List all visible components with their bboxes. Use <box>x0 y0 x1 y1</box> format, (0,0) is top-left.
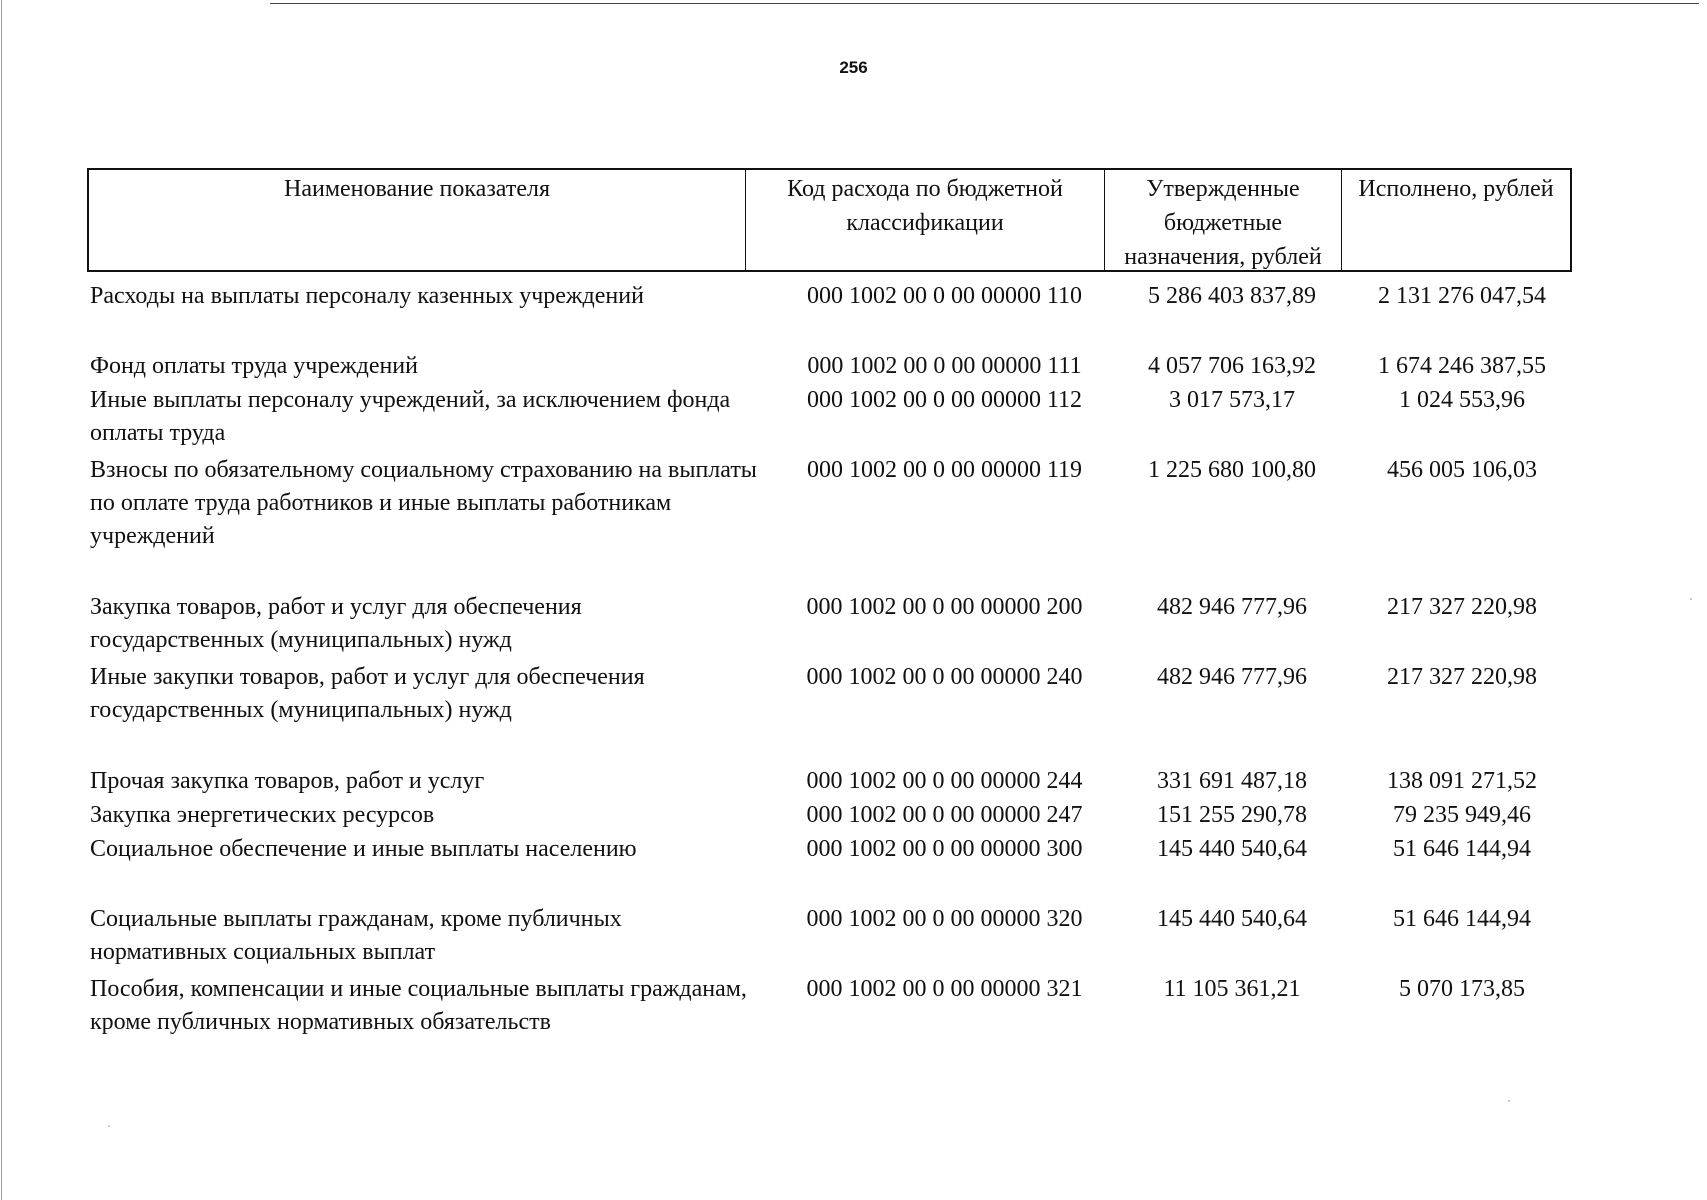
row-approved: 5 286 403 837,89 <box>1148 283 1316 309</box>
row-done: 1 674 246 387,55 <box>1378 353 1546 379</box>
row-approved: 482 946 777,96 <box>1157 664 1307 690</box>
scan-edge-line <box>1 0 2 1200</box>
row-code: 000 1002 00 0 00 00000 321 <box>806 976 1083 1002</box>
row-name: Иные выплаты персоналу учреждений, за исключением фонда оплаты труда <box>90 387 731 446</box>
row-approved: 11 105 361,21 <box>1163 976 1301 1002</box>
scan-speck <box>1690 598 1692 600</box>
page-number: 256 <box>839 58 868 77</box>
row-done: 2 131 276 047,54 <box>1378 283 1546 309</box>
row-code: 000 1002 00 0 00 00000 112 <box>806 387 1083 413</box>
row-done: 51 646 144,94 <box>1393 906 1531 932</box>
scan-speck <box>1508 1100 1510 1102</box>
row-approved: 331 691 487,18 <box>1157 768 1307 794</box>
row-name: Иные закупки товаров, работ и услуг для обеспечения государственных (муниципальных) нужд <box>90 664 645 723</box>
row-name: Социальное обеспечение и иные выплаты населению <box>90 836 637 862</box>
row-name: Пособия, компенсации и иные социальные выплаты гражданам, кроме публичных нормативных обязательств <box>90 976 747 1035</box>
row-done: 79 235 949,46 <box>1393 802 1531 828</box>
header-approved: Утвержденные бюджетные назначения, рублей <box>1104 170 1341 270</box>
row-code: 000 1002 00 0 00 00000 119 <box>806 457 1083 483</box>
row-approved: 482 946 777,96 <box>1157 594 1307 620</box>
row-code: 000 1002 00 0 00 00000 320 <box>806 906 1083 932</box>
row-name: Взносы по обязательному социальному страхованию на выплаты по оплате труда работников и иные выплаты работникам учреждений <box>90 457 757 549</box>
row-name: Закупка товаров, работ и услуг для обеспечения государственных (муниципальных) нужд <box>90 594 582 653</box>
scan-speck <box>108 1125 110 1127</box>
row-name: Фонд оплаты труда учреждений <box>90 353 418 379</box>
row-done: 217 327 220,98 <box>1387 664 1537 690</box>
row-code: 000 1002 00 0 00 00000 200 <box>806 594 1083 620</box>
row-approved: 4 057 706 163,92 <box>1148 353 1316 379</box>
row-done: 217 327 220,98 <box>1387 594 1537 620</box>
row-done: 456 005 106,03 <box>1387 457 1537 483</box>
row-done: 5 070 173,85 <box>1399 976 1525 1002</box>
row-approved: 145 440 540,64 <box>1157 836 1307 862</box>
row-code: 000 1002 00 0 00 00000 111 <box>807 353 1082 379</box>
row-name: Социальные выплаты гражданам, кроме публичных нормативных социальных выплат <box>90 906 622 965</box>
row-approved: 151 255 290,78 <box>1157 802 1307 828</box>
row-code: 000 1002 00 0 00 00000 247 <box>806 802 1083 828</box>
row-name: Расходы на выплаты персоналу казенных учреждений <box>90 283 644 309</box>
row-code: 000 1002 00 0 00 00000 244 <box>806 768 1083 794</box>
row-code: 000 1002 00 0 00 00000 240 <box>806 664 1083 690</box>
header-name: Наименование показателя <box>284 176 550 202</box>
row-approved: 1 225 680 100,80 <box>1148 457 1316 483</box>
row-code: 000 1002 00 0 00 00000 300 <box>806 836 1083 862</box>
table-header <box>87 168 1572 272</box>
row-done: 51 646 144,94 <box>1393 836 1531 862</box>
row-approved: 3 017 573,17 <box>1169 387 1295 413</box>
row-code: 000 1002 00 0 00 00000 110 <box>806 283 1083 309</box>
row-approved: 145 440 540,64 <box>1157 906 1307 932</box>
row-name: Закупка энергетических ресурсов <box>90 802 435 828</box>
budget-table <box>87 168 1572 1035</box>
page-top-rule <box>270 3 1699 4</box>
row-done: 1 024 553,96 <box>1399 387 1525 413</box>
header-done: Исполнено, рублей <box>1341 170 1570 270</box>
row-done: 138 091 271,52 <box>1387 768 1537 794</box>
row-name: Прочая закупка товаров, работ и услуг <box>90 768 485 794</box>
header-code: Код расхода по бюджетной классификации <box>745 170 1104 270</box>
